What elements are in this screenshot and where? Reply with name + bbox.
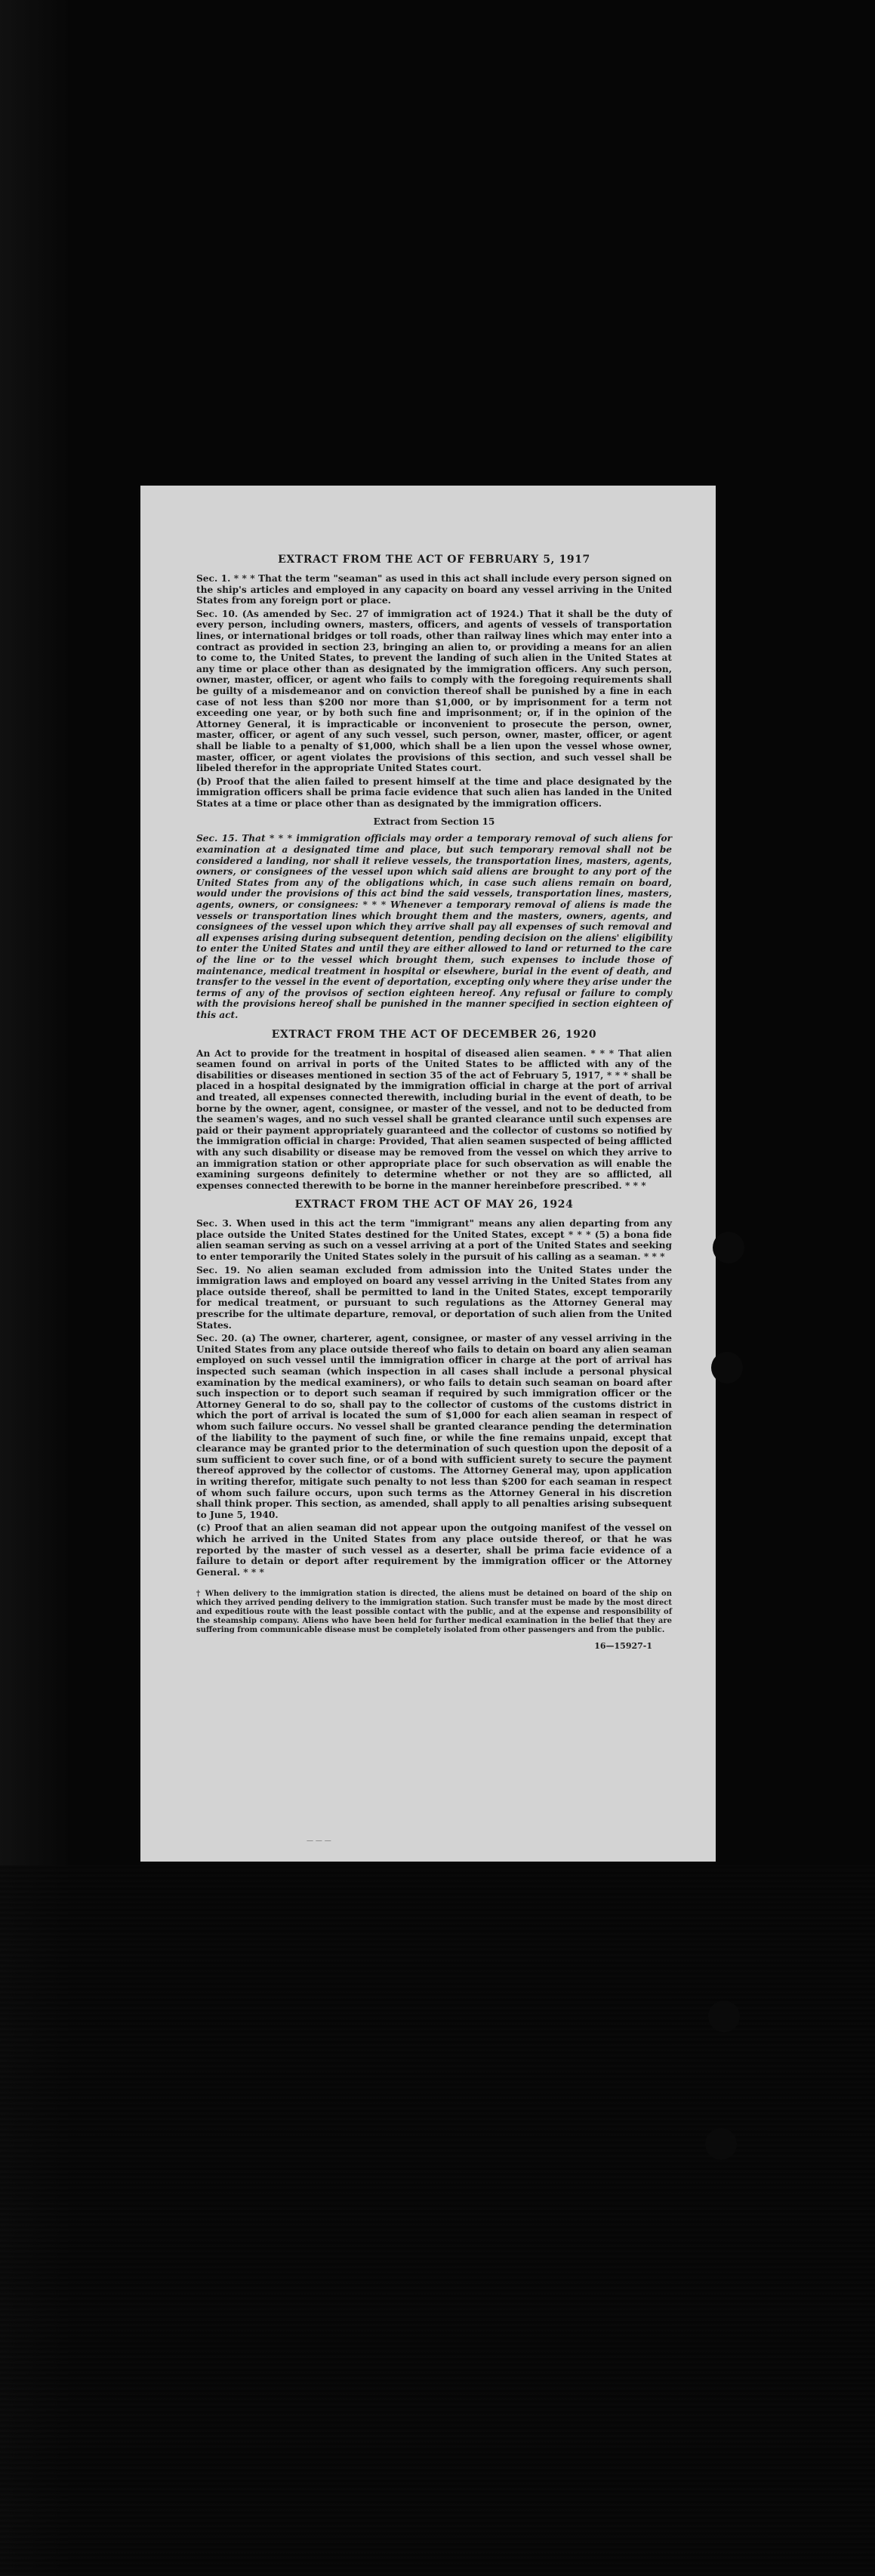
section-title: EXTRACT FROM THE ACT OF MAY 26, 1924 (294, 1199, 574, 1211)
paragraph: (b) Proof that the alien failed to present himself at the time and place designated by the immigration officers shall be prima facie evidence that such alien has landed in the United States at a time or place other than as designated by the immigration officers. (196, 776, 672, 809)
punch-hole (713, 1232, 744, 1263)
punch-hole (711, 1352, 743, 1384)
section-act-1924 (196, 1199, 672, 1578)
section-title: EXTRACT FROM THE ACT OF FEBRUARY 5, 1917 (278, 554, 590, 566)
section-title: EXTRACT FROM THE ACT OF DECEMBER 26, 1920 (271, 1028, 597, 1041)
bottom-mark: — — — (307, 1837, 331, 1845)
section-act-1920 (196, 1029, 672, 1192)
section-extract-15 (196, 816, 672, 1020)
paragraph: (c) Proof that an alien seaman did not appear upon the outgoing manifest of the vessel on which he arrived in the United States from any place outside thereof, or that he was reported by the master of such vessel as a deserter, shall be prima facie evidence of a failure to detain or deport after requirement by the immigration officer or the Attorney General. * * * (196, 1522, 672, 1578)
paragraph: An Act to provide for the treatment in hospital of diseased alien seamen. * * * That alien seamen found on arrival in ports of the United States to be afflicted with any of the disabilities or diseases mentioned in section 35 of the act of February 5, 1917, * * * shall be placed in a hospital designated by the immigration official in charge at the port of arrival and treated, all expenses connected therewith, including burial in the event of death, to be borne by the owner, agent, consignee, or master of the vessel, and not to be deducted from the seamen's wages, and no such vessel shall be granted clearance until such expenses are paid or their payment appropriately guaranteed and the collector of customs so notified by the immigration official in charge: Provided, That alien seamen suspected of being afflicted with any such disability or disease may be removed from the vessel on which they arrive to an immigration station or other appropriate place for such observation as will enable the examining surgeons definitely to determine whether or not they are so afflicted, all expenses connected therewith to be borne in the manner hereinbefore prescribed. * * * (196, 1047, 672, 1191)
document-page (140, 486, 716, 1862)
paragraph: Sec. 3. When used in this act the term "immigrant" means any alien departing from any place outside the United States destined for the United States, except * * * (5) a bona fide alien seaman serving as such on a vessel arriving at a port of the United States and seeking to enter temporarily the United States solely in the pursuit of his calling as a seaman. * * * (196, 1218, 672, 1263)
section-act-1917 (196, 554, 672, 809)
paragraph: Sec. 1. * * * That the term "seaman" as used in this act shall include every person signed on the ship's articles and employed in any capacity on board any vessel arriving in the United States from any foreign port or place. (196, 573, 672, 606)
paragraph: Sec. 20. (a) The owner, charterer, agent, consignee, or master of any vessel arriving in the United States from any place outside thereof who fails to detain on board any alien seaman employed on such vessel until the immigration officer in charge at the port of arrival has inspected such seaman (which inspection in all cases shall include a personal physical examination by the medical examiners), or who fails to detain such seaman on board after such inspection or to deport such seaman if required by such immigration officer or the Attorney General to do so, shall pay to the collector of customs of the customs district in which the port of arrival is located the sum of $1,000 for each alien seaman in respect of whom such failure occurs. No vessel shall be granted clearance pending the determination of the liability to the payment of such fine, or while the fine remains unpaid, except that clearance may be granted prior to the determination of such question upon the deposit of a sum sufficient to cover such fine, or of a bond with sufficient surety to secure the payment thereof approved by the collector of customs. The Attorney General may, upon application in writing therefor, mitigate such penalty to not less than $200 for each seaman in respect of whom such failure occurs, upon such terms as the Attorney General in his discretion shall think proper. This section, as amended, shall apply to all penalties arising subsequent to June 5, 1940. (196, 1333, 672, 1520)
form-code: 16—15927-1 (594, 1641, 652, 1652)
paragraph: Sec. 15. That * * * immigration officials may order a temporary removal of such aliens for examination at a designated time and place, but such temporary removal shall not be considered a landing, nor shall it relieve vessels, the transportation lines, masters, agents, owners, or consignees of the vessel upon which said aliens are brought to any port of the United States from any of the obligations which, in case such aliens remain on board, would under the provisions of this act bind the said vessels, transportation lines, masters, agents, owners, or consignees: * * * Whenever a temporary removal of aliens is made the vessels or transportation lines which brought them and the masters, owners, agents, and consignees of the vessel upon which they arrive shall pay all expenses of such removal and all expenses arising during subsequent detention, pending decision on the aliens' eligibility to enter the United States and until they are either allowed to land or returned to the care of the line or to the vessel which brought them, such expenses to include those of maintenance, medical treatment in hospital or elsewhere, burial in the event of death, and transfer to the vessel in the event of deportation, excepting only where they arise under the terms of any of the provisos of section eighteen hereof. Any refusal or failure to comply with the provisions hereof shall be punished in the manner specified in section eighteen of this act. (196, 833, 672, 1020)
footnote (196, 1588, 672, 1635)
paragraph: Sec. 19. No alien seaman excluded from admission into the United States under the immigration laws and employed on board any vessel arriving in the United States from any place outside thereof, shall be permitted to land in the United States, except temporarily for medical treatment, or pursuant to such regulations as the Attorney General may prescribe for the ultimate departure, removal, or deportation of such alien from the United States. (196, 1264, 672, 1331)
scan-background-bottom (0, 1865, 875, 2575)
paragraph: Sec. 10. (As amended by Sec. 27 of immigration act of 1924.) That it shall be the duty of every person, including owners, masters, officers, and agents of vessels of transportation lines, or international bridges or toll roads, other than railway lines which may enter into a contract as provided in section 23, bringing an alien to, or providing a means for an alien to come to, the United States, to prevent the landing of such alien in the United States at any time or place other than as designated by the immigration officers. Any such person, owner, master, officer, or agent who fails to comply with the foregoing requirements shall be guilty of a misdemeanor and on conviction thereof shall be punished by a fine in each case of not less than $200 nor more than $1,000, or by imprisonment for a term not exceeding one year, or by both such fine and imprisonment; or, if in the opinion of the Attorney General, it is impracticable or inconvenient to prosecute the person, owner, master, officer, or agent of any such vessel, such person, owner, master, officer, or agent shall be liable to a penalty of $1,000, which shall be a lien upon the vessel whose owner, master, officer, or agent violates the provisions of this section, and such vessel shall be libeled therefor in the appropriate United States court. (196, 608, 672, 774)
section-title: Extract from Section 15 (373, 816, 495, 828)
footnote-text: † When delivery to the immigration station is directed, the aliens must be detained on board of the ship on which they arrived pending delivery to the immigration station. Such transfer must be made by the most direct and expeditious route with the least possible contact with the public, and at the expense and responsibility of the steamship company. Aliens who have been held for further medical examination in the belief that they are suffering from communicable disease must be completely isolated from other passengers and from the public. (196, 1590, 672, 1635)
punch-hole (708, 2001, 740, 2032)
punch-hole (705, 2128, 737, 2160)
